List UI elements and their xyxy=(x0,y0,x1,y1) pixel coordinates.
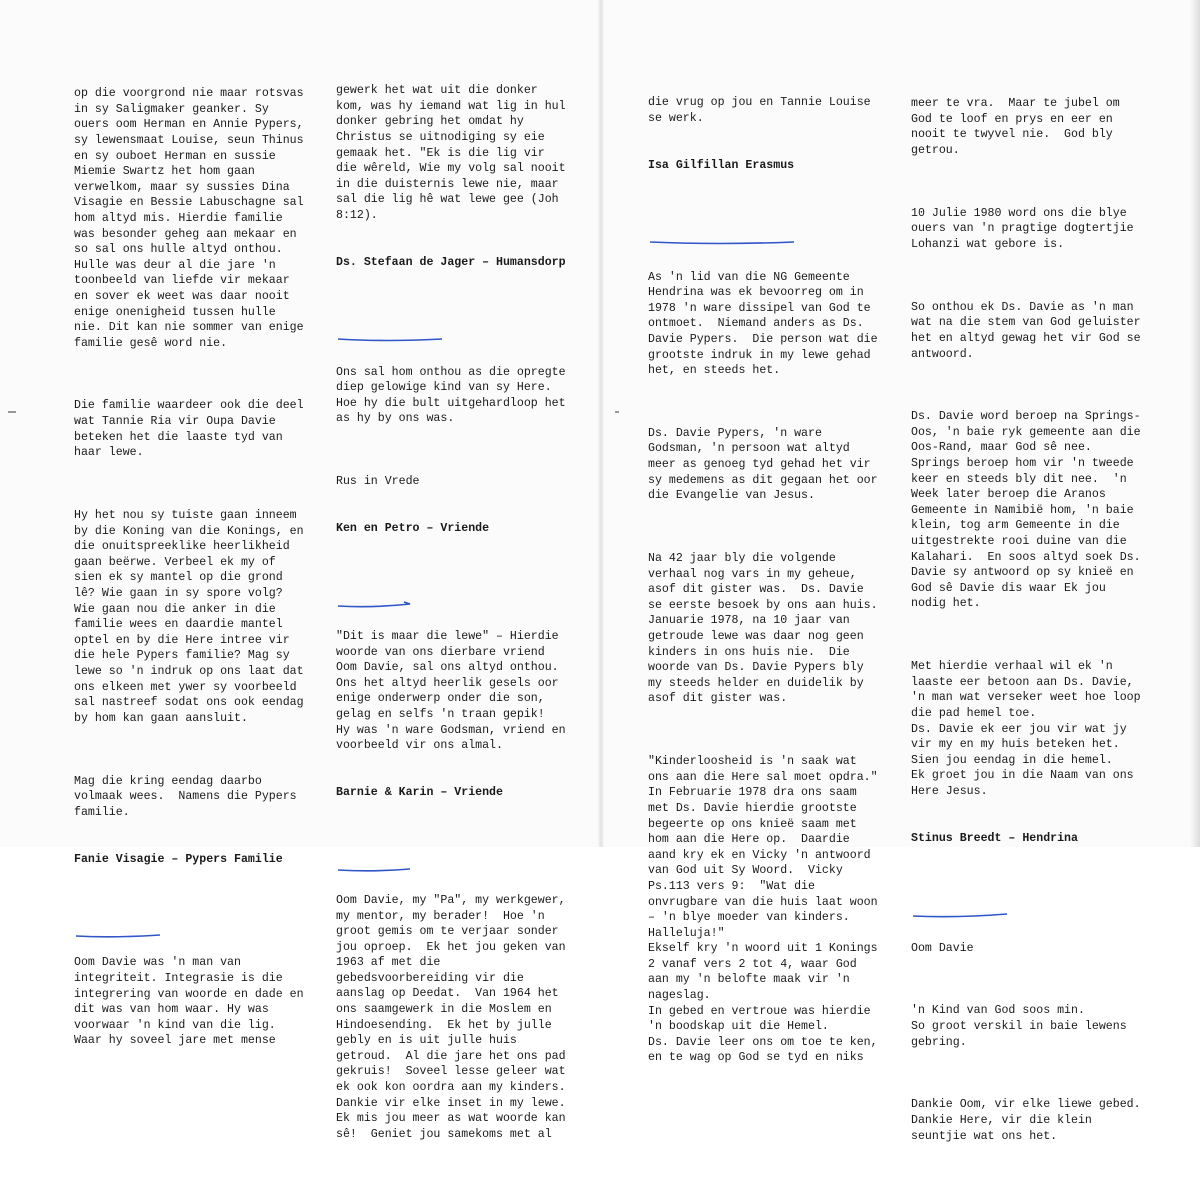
scan-mark xyxy=(8,411,16,413)
hand-underline xyxy=(648,206,896,212)
scan-mark xyxy=(615,411,619,413)
column-1 xyxy=(74,55,322,1096)
paragraph: "Kinderloosheid is 'n saak wat ons aan die Here sal moet opdra." In Februarie 1978 dra ons saam met Ds. Davie hierdie grootste begeerte op ons knieë saam met hom aan die Here op. Daardie aand kry ek en Vicky 'n antwoord van God uit Sy Woord. Vicky Ps.113 vers 9: "Wat die onvrugbare van die huis laat woon – 'n blye moeder van kinders. Halleluja!" Ekself kry 'n woord uit 1 Konings 2 vanaf vers 2 tot 4, waar God aan my 'n belofte maak vir 'n nageslag. In gebed en vertroue was hierdie 'n boodskap uit die Hemel. Ds. Davie leer ons om toe te ken, en te wag op God se tyd en niks xyxy=(648,755,878,1065)
column-2 xyxy=(336,52,584,1190)
paragraph: Hy het nou sy tuiste gaan inneem by die Koning van die Konings, en die onuitspreeklike heerlikheid gaan beërwe. Verbeel ek my of sien ek sy mantel op die grond lê? Wie gaan in sy spore volg? Wie gaan nou die anker in die familie wees en daardie mantel optel en by die Here intree vir die hele Pypers familie? Mag sy lewe so 'n indruk op ons laat dat ons elkeen met ywer sy voorbeeld sal nastreef sodat ons ook eendag by hom kan gaan aansluit. xyxy=(74,509,304,725)
paragraph: "Dit is maar die lewe" – Hierdie woorde van ons dierbare vriend Oom Davie, sal ons altyd onthou. Ons het altyd heerlik gesels oor enige onderwerp onder die son, gelag en selfs 'n traan gepik! Hy was 'n ware Godsman, vriend en voorbeeld vir ons almal. xyxy=(336,630,566,753)
paragraph: Rus in Vrede xyxy=(336,475,420,489)
paragraph: die vrug op jou en Tannie Louise se werk. xyxy=(648,96,871,125)
paragraph: gewerk het wat uit die donker kom, was hy iemand wat lig in hul donker gebring het omdat hy Christus se uitnodiging sy eie gemaak het. "Ek is die lig vir die wêreld, Wie my volg sal nooit in die duisternis lewe nie, maar sal die lig hê wat lewe gee (Joh 8:12). xyxy=(336,84,566,222)
hand-underline xyxy=(336,304,584,310)
paragraph: Oom Davie was 'n man van integriteit. Integrasie is die integrering van woorde en dade en dit was van hom waar. Hy was voorwaar 'n kind van die lig. Waar hy soveel jare met mense xyxy=(74,956,304,1048)
hand-underline xyxy=(911,880,1159,886)
paragraph: Oom Davie xyxy=(911,941,974,955)
column-4 xyxy=(911,65,1159,1191)
paragraph: Dankie Oom, vir elke liewe gebed. Dankie Here, vir die klein seuntjie wat ons het. xyxy=(911,1098,1141,1143)
page-fold xyxy=(598,0,604,847)
paragraph: 10 Julie 1980 word ons die blye ouers van 'n pragtige dogtertjie Lohanzi wat gebore is. xyxy=(911,206,1134,251)
hand-underline xyxy=(74,900,322,906)
paragraph: Met hierdie verhaal wil ek 'n laaste eer betoon aan Ds. Davie, 'n man wat verseker weet hoe loop die pad hemel toe. Ds. Davie ek eer jou vir wat jy vir my en my huis beteken het. Sien jou eendag in die hemel. Ek groet jou in die Naam van ons Here Jesus. xyxy=(911,660,1141,798)
hand-underline xyxy=(336,834,584,840)
paragraph: Ons sal hom onthou as die opregte diep gelowige kind van sy Here. Hoe hy die bult uitgehardloop het as hy by ons was. xyxy=(336,365,566,426)
paragraph: meer te vra. Maar te jubel om God te loof en prys en eer en nooit te twyvel nie. God bly getrou. xyxy=(911,97,1120,157)
hand-underline xyxy=(336,570,584,576)
paragraph: So onthou ek Ds. Davie as 'n man wat na die stem van God geluister het en altyd gewag het vir God se antwoord. xyxy=(911,300,1141,361)
paragraph: 'n Kind van God soos min. So groot verskil in baie lewens gebring. xyxy=(911,1004,1127,1049)
signature-stefaan-de-jager: Ds. Stefaan de Jager – Humansdorp xyxy=(336,255,566,269)
paragraph: op die voorgrond nie maar rotsvas in sy Saligmaker geanker. Sy ouers oom Herman en Annie Pypers, sy lewensmaat Louise, seun Thinus en sy ouboet Herman en sussie Miemie Swartz het hom gaan verwelkom, maar sy sussies Dina Visagie en Bessie Labuschagne sal hom altyd mis. Hierdie familie was besonder geheg aan mekaar en so sal ons hulle altyd onthou. Hulle was deur al die jare 'n toonbeeld van liefde vir mekaar en sover ek weet was daar nooit enige onenigheid tussen hulle nie. Dit kan nie sommer van enige familie gesê word nie. xyxy=(74,87,304,350)
paragraph: As 'n lid van die NG Gemeente Hendrina was ek bevoorreg om in 1978 'n ware dissipel van God te ontmoet. Niemand anders as Ds. Davie Pypers. Die person wat die grootste indruk in my lewe gehad het, en steeds het. xyxy=(648,270,878,378)
signature-fanie-visagie: Fanie Visagie – Pypers Familie xyxy=(74,852,283,866)
signature-barnie-karin: Barnie & Karin – Vriende xyxy=(336,785,503,799)
page-edge-shadow xyxy=(1190,0,1200,847)
paragraph: Mag die kring eendag daarbo volmaak wees. Namens die Pypers familie. xyxy=(74,774,297,819)
signature-isa-gilfillan-erasmus: Isa Gilfillan Erasmus xyxy=(648,158,795,172)
column-3 xyxy=(648,64,896,1113)
paragraph: Oom Davie, my "Pa", my werkgewer, my mentor, my berader! Hoe 'n groot gemis om te verjaar sonder jou oproep. Ek het jou geken van 1963 af met die gebedsvoorbereiding vir die aanslag op Deedat. Van 1964 het ons saamgewerk in die Moslem en Hindoesending. Ek het by julle gebly en is uit julle huis getroud. Al die jare het ons pad gekruis! Soveel lesse geleer wat ek ook kon oordra aan my kinders. Dankie vir elke inset in my lewe. Ek mis jou meer as wat woorde kan sê! Geniet jou samekoms met al xyxy=(336,893,566,1141)
signature-ken-en-petro: Ken en Petro – Vriende xyxy=(336,522,490,536)
paragraph: Die familie waardeer ook die deel wat Tannie Ria vir Oupa Davie beteken het die laaste tyd van haar lewe. xyxy=(74,399,304,460)
paragraph: Ds. Davie word beroep na Springs- Oos, 'n baie ryk gemeente aan die Oos-Rand, maar God sê nee. Springs beroep hom vir 'n tweede keer en steeds bly dit nee. 'n Week later beroep die Aranos Gemeente in Namibië hom, 'n baie klein, tog arm Gemeente in die uitgestrekte rooi duine van die Kalahari. En soos altyd soek Ds. Davie sy antwoord op sy knieë en God sê Davie dis waar Ek jou nodig het. xyxy=(911,410,1141,611)
paragraph: Na 42 jaar bly die volgende verhaal nog vars in my geheue, asof dit gister was. Ds. Davie se eerste besoek by ons aan huis. Januarie 1978, na 10 jaar van getroude lewe was daar nog geen kinders in ons huis nie. Die woorde van Ds. Davie Pypers bly my steeds helder en duidelik by asof dit gister was. xyxy=(648,552,878,706)
signature-stinus-breedt: Stinus Breedt – Hendrina xyxy=(911,831,1078,845)
paragraph: Ds. Davie Pypers, 'n ware Godsman, 'n persoon wat altyd meer as genoeg tyd gehad het vir sy medemens as dit gegaan het oor die Evangelie van Jesus. xyxy=(648,426,878,503)
